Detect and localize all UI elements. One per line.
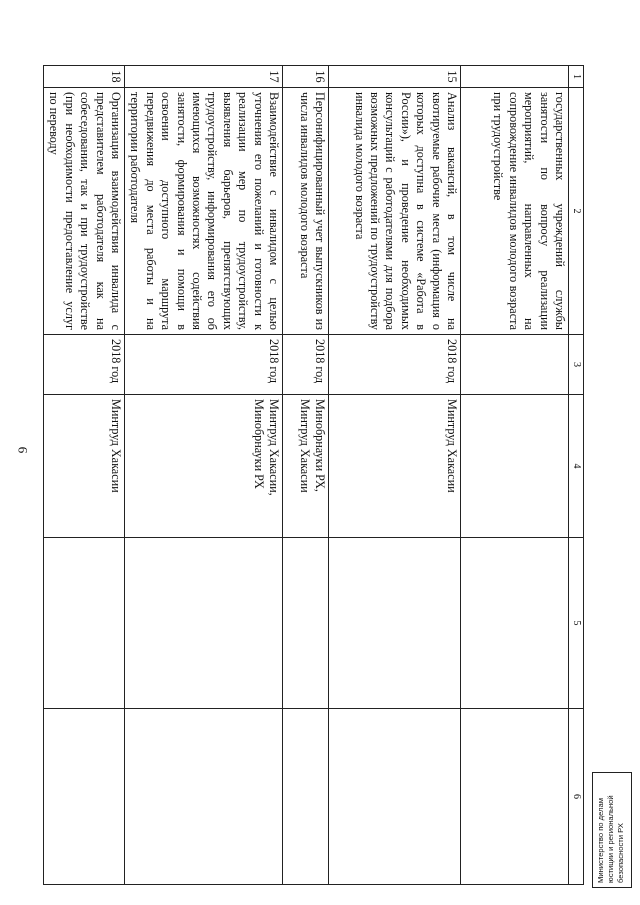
measures-table [43,65,584,885]
stamp-line: Министерство по делам [596,798,605,883]
measure-col6 [329,709,461,885]
row-number: 16 [283,66,329,88]
measure-col5 [124,538,282,709]
measure-description: государственных учреждений службы занятости по вопросу реализации мероприятий, направленных на сопровождение инвалидов молодого возраста при трудоустройстве [461,88,569,335]
row-number: 15 [329,66,461,88]
measure-executor: Минобрнауки РХ, Минтруд Хакасии [283,395,329,538]
measure-period: 2018 год [329,335,461,395]
measure-executor: Минтруд Хакасии [329,395,461,538]
measure-period: 2018 год [43,335,124,395]
table-row [124,66,282,885]
document-table-container [47,65,584,884]
header-cell: 3 [569,335,584,395]
table-row [461,66,569,885]
measure-period: 2018 год [124,335,282,395]
page-number: 9 [15,446,30,454]
measure-description: Организация взаимодействия инвалида с представителем работодателя как на собеседовании, так и при трудоустройстве (при необходимости предоставление услуг по переводу [43,88,124,335]
measure-col6 [43,709,124,885]
measure-period [461,335,569,395]
row-number: 17 [124,66,282,88]
stamp-line: юстиции и региональной [606,795,615,883]
table-row [43,66,124,885]
header-cell: 4 [569,395,584,538]
measure-executor: Минтруд Хакасии [43,395,124,538]
measure-col5 [283,538,329,709]
measure-period: 2018 год [283,335,329,395]
table-row [283,66,329,885]
measure-col6 [124,709,282,885]
ministry-stamp [592,772,632,888]
row-number [461,66,569,88]
measure-col6 [283,709,329,885]
measure-col5 [329,538,461,709]
header-cell: 5 [569,538,584,709]
stamp-line: безопасности РХ [616,823,625,883]
measure-executor [461,395,569,538]
measure-col5 [461,538,569,709]
measure-col6 [461,709,569,885]
measure-description: Анализ вакансий, в том числе на квотируемые рабочие места (информация о которых доступна в системе «Работа в России»), и проведение необходимых консультаций с работодателями для подбора возможных предложений по трудоустройству инвалида молодого возраста [329,88,461,335]
header-cell: 1 [569,66,584,88]
row-number: 18 [43,66,124,88]
measure-description: Персонифицированный учет выпускников из числа инвалидов молодого возраста [283,88,329,335]
measure-col5 [43,538,124,709]
measure-executor: Минтруд Хакасии, Минобрнауки РХ [124,395,282,538]
measure-description: Взаимодействие с инвалидом с целью уточнения его пожеланий и готовности к реализации мер по трудоустройству, выявления барьеров, препятствующих трудоустройству, информирования его об имеющихся возможностях содействия занятости, формирования и помощи в освоении доступного маршрута передвижения до места работы и на территории работодателя [124,88,282,335]
table-row [329,66,461,885]
header-cell: 6 [569,709,584,885]
header-cell: 2 [569,88,584,335]
table-header-row [569,66,584,885]
